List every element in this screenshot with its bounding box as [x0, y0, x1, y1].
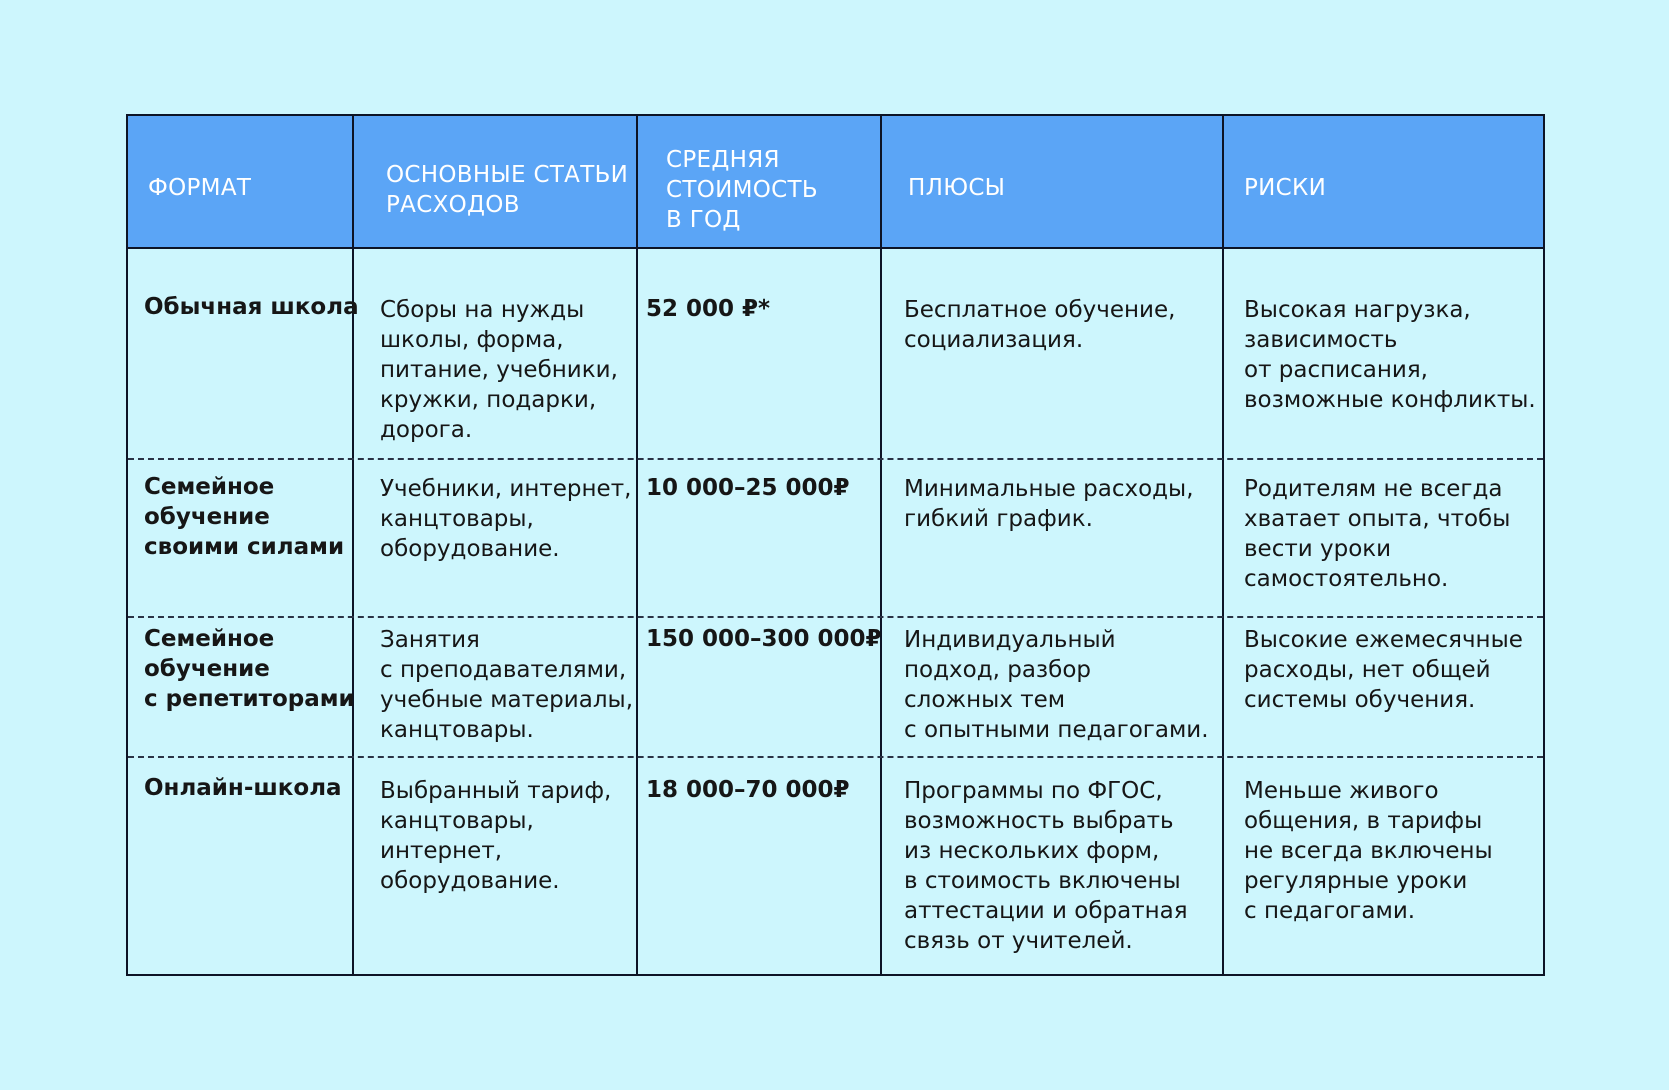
row-format: Обычная школа	[144, 294, 359, 320]
row-expenses: Занятия с преподавателями, учебные материалы, канцтовары.	[380, 627, 633, 743]
row-cost: 10 000–25 000₽	[646, 475, 850, 501]
column-divider	[352, 116, 354, 974]
row-format: Семейное обучение с репетиторами	[144, 626, 355, 712]
row-expenses: Сборы на нужды школы, форма, питание, учебники, кружки, подарки, дорога.	[380, 297, 618, 443]
row-expenses: Выбранный тариф, канцтовары, интернет, оборудование.	[380, 778, 612, 894]
row-risks: Родителям не всегда хватает опыта, чтобы вести уроки самостоятельно.	[1244, 476, 1511, 592]
row-risks: Высокая нагрузка, зависимость от расписания, возможные конфликты.	[1244, 297, 1536, 413]
row-pros: Бесплатное обучение, социализация.	[904, 297, 1176, 353]
table-header	[128, 116, 1543, 249]
header-format: ФОРМАТ	[148, 175, 252, 201]
row-pros: Программы по ФГОС, возможность выбрать из нескольких форм, в стоимость включены аттестации и обратная связь от учителей.	[904, 778, 1188, 954]
row-pros: Минимальные расходы, гибкий график.	[904, 476, 1194, 532]
column-divider	[1222, 116, 1224, 974]
row-risks: Высокие ежемесячные расходы, нет общей системы обучения.	[1244, 627, 1523, 713]
row-cost: 18 000–70 000₽	[646, 777, 850, 803]
header-pros: ПЛЮСЫ	[908, 175, 1006, 201]
row-cost: 150 000–300 000₽	[646, 626, 882, 652]
row-divider	[128, 756, 1543, 758]
row-pros: Индивидуальный подход, разбор сложных тем с опытными педагогами.	[904, 627, 1209, 743]
row-risks: Меньше живого общения, в тарифы не всегда включены регулярные уроки с педагогами.	[1244, 778, 1493, 924]
column-divider	[636, 116, 638, 974]
row-format: Семейное обучение своими силами	[144, 474, 345, 560]
row-expenses: Учебники, интернет, канцтовары, оборудование.	[380, 476, 632, 562]
header-expenses: ОСНОВНЫЕ СТАТЬИ РАСХОДОВ	[386, 162, 629, 218]
row-divider	[128, 458, 1543, 460]
row-format: Онлайн-школа	[144, 775, 342, 801]
row-divider	[128, 616, 1543, 618]
comparison-table	[126, 114, 1545, 976]
header-cost: СРЕДНЯЯ СТОИМОСТЬ В ГОД	[666, 147, 818, 233]
column-divider	[880, 116, 882, 974]
header-risks: РИСКИ	[1244, 175, 1327, 201]
row-cost: 52 000 ₽*	[646, 296, 771, 322]
